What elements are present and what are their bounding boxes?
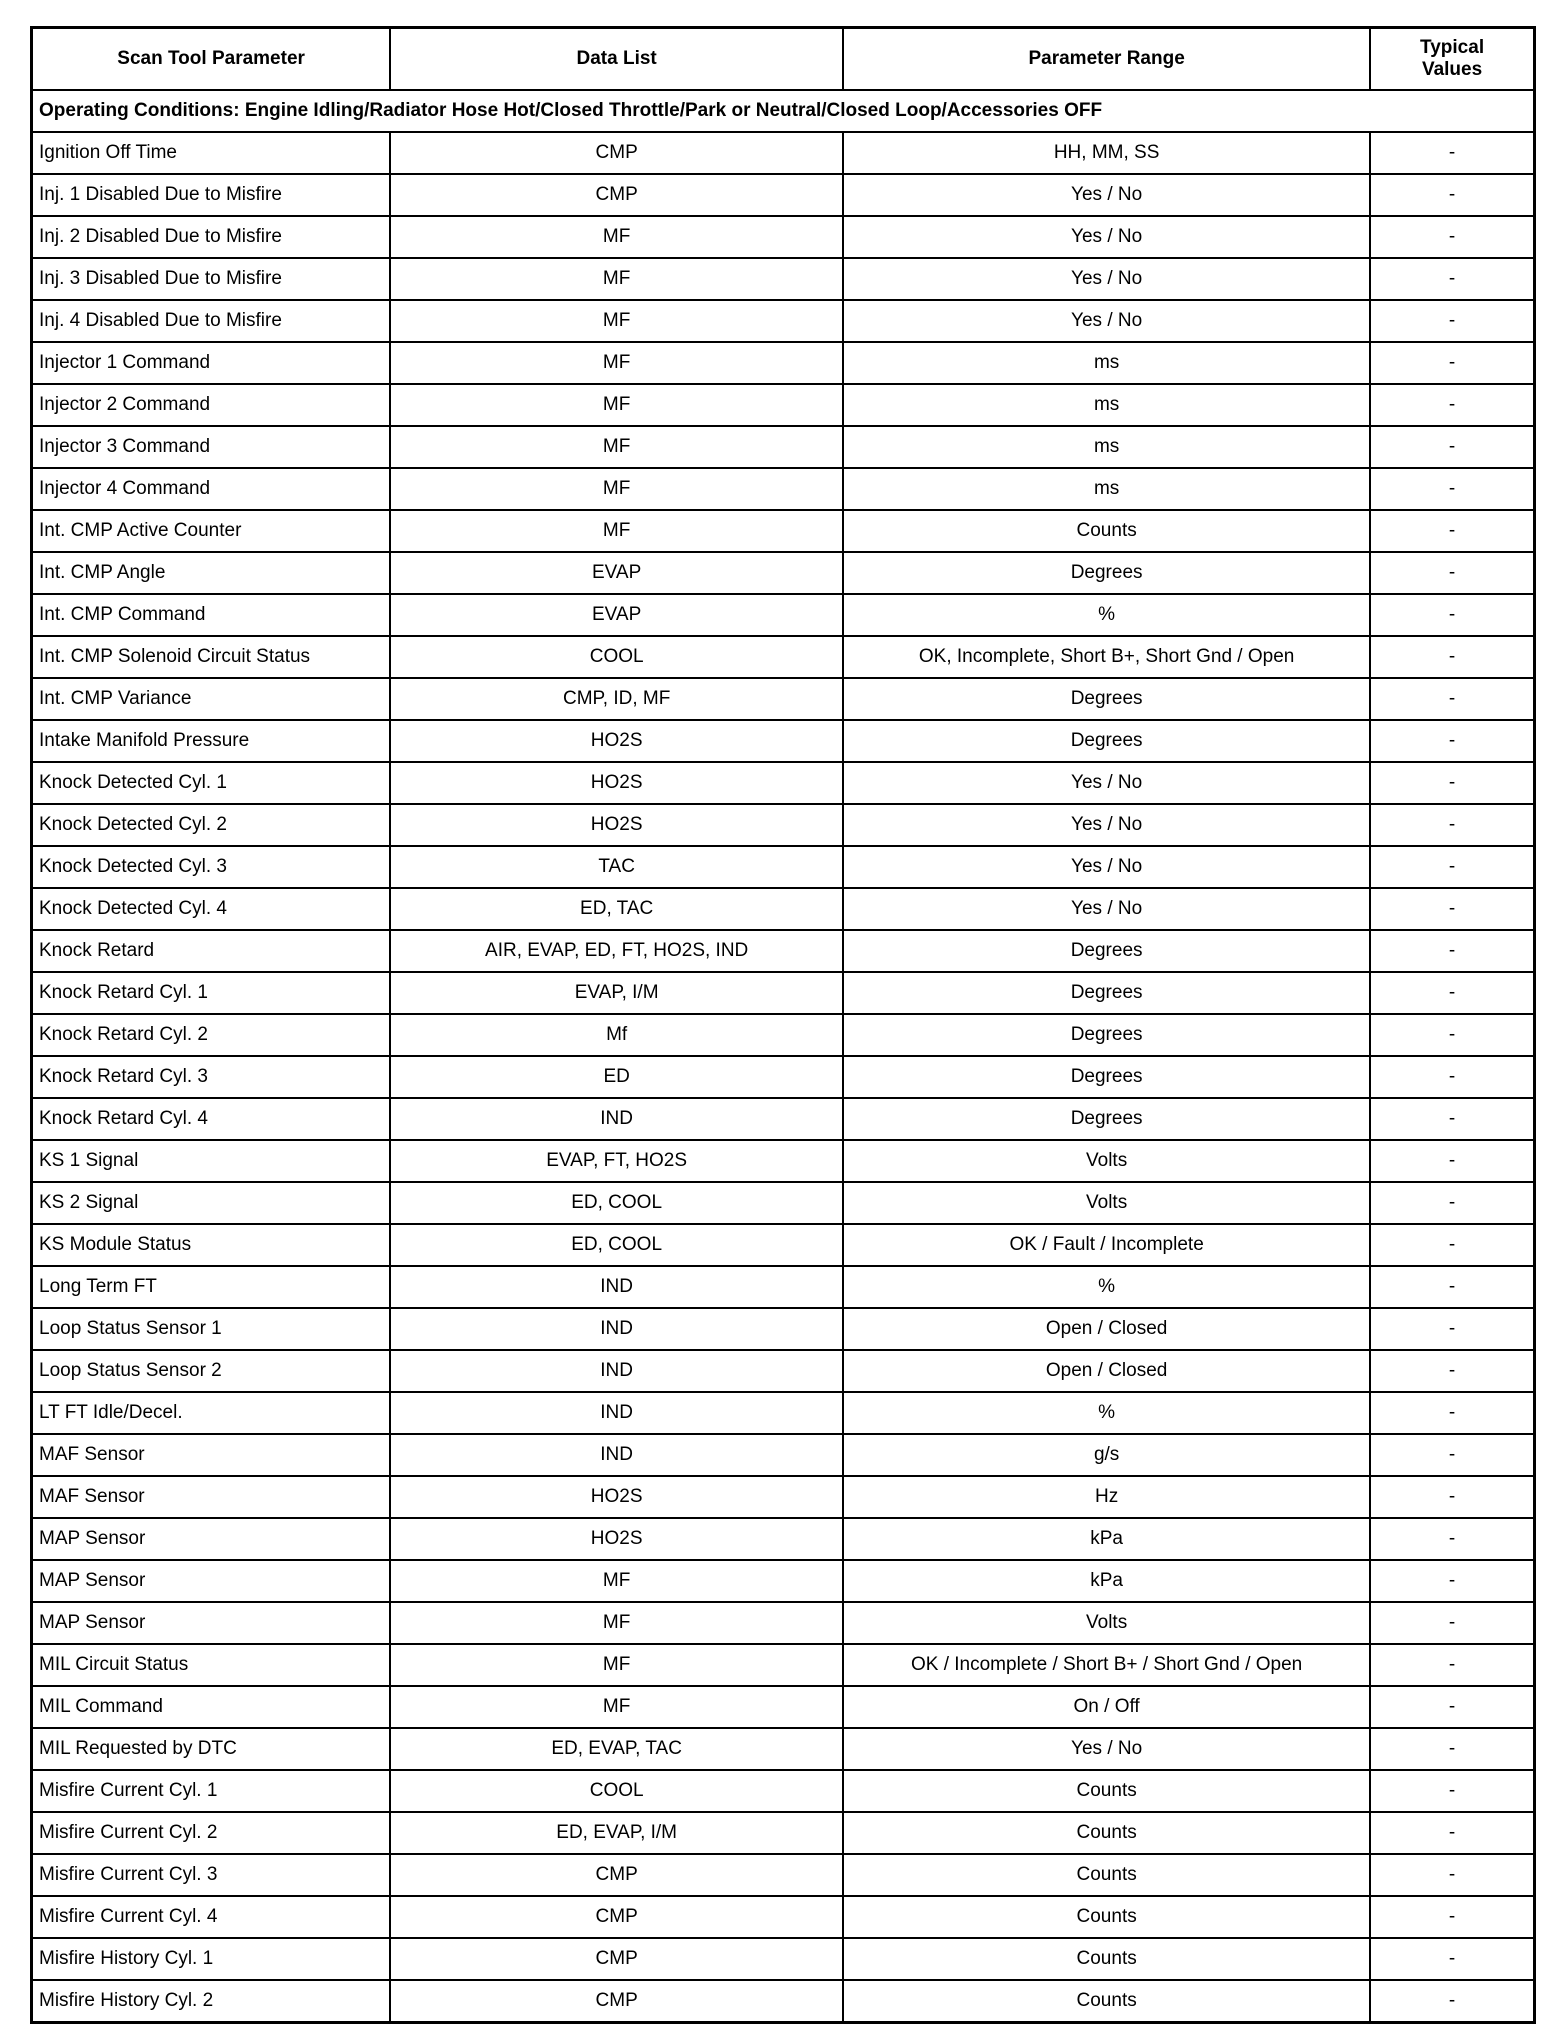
data-list-cell: CMP, ID, MF — [390, 678, 843, 720]
range-cell: Degrees — [843, 678, 1370, 720]
typical-value-cell: - — [1370, 846, 1534, 888]
header-typical-values — [1370, 28, 1534, 91]
table-row — [32, 1098, 1535, 1140]
typical-value-cell: - — [1370, 1350, 1534, 1392]
typical-value-cell: - — [1370, 1854, 1534, 1896]
data-list-cell: COOL — [390, 1770, 843, 1812]
typical-value-cell: - — [1370, 1392, 1534, 1434]
parameter-cell: Knock Retard Cyl. 1 — [32, 972, 391, 1014]
typical-value-cell: - — [1370, 216, 1534, 258]
data-list-cell: MF — [390, 384, 843, 426]
typical-value-cell: - — [1370, 636, 1534, 678]
range-cell: Counts — [843, 1812, 1370, 1854]
header-data-list: Data List — [390, 28, 843, 91]
table-row — [32, 510, 1535, 552]
parameter-cell: Knock Detected Cyl. 3 — [32, 846, 391, 888]
typical-value-cell: - — [1370, 426, 1534, 468]
parameter-cell: MIL Requested by DTC — [32, 1728, 391, 1770]
range-cell: Degrees — [843, 972, 1370, 1014]
table-row — [32, 1560, 1535, 1602]
table-row — [32, 1728, 1535, 1770]
parameter-cell: Int. CMP Active Counter — [32, 510, 391, 552]
range-cell: ms — [843, 468, 1370, 510]
data-list-cell: EVAP, FT, HO2S — [390, 1140, 843, 1182]
scan-tool-parameter-table — [30, 26, 1536, 2024]
table-row — [32, 1350, 1535, 1392]
typical-value-cell: - — [1370, 1938, 1534, 1980]
typical-value-cell: - — [1370, 300, 1534, 342]
range-cell: kPa — [843, 1560, 1370, 1602]
parameter-cell: Injector 3 Command — [32, 426, 391, 468]
parameter-cell: Int. CMP Variance — [32, 678, 391, 720]
parameter-cell: Knock Retard Cyl. 4 — [32, 1098, 391, 1140]
parameter-cell: Inj. 4 Disabled Due to Misfire — [32, 300, 391, 342]
table-row — [32, 930, 1535, 972]
data-list-cell: HO2S — [390, 1518, 843, 1560]
table-row — [32, 1224, 1535, 1266]
typical-value-cell: - — [1370, 1980, 1534, 2023]
table-row — [32, 258, 1535, 300]
table-row — [32, 1602, 1535, 1644]
typical-value-cell: - — [1370, 678, 1534, 720]
table-row — [32, 888, 1535, 930]
parameter-cell: Misfire Current Cyl. 4 — [32, 1896, 391, 1938]
table-row — [32, 132, 1535, 174]
parameter-cell: Misfire History Cyl. 1 — [32, 1938, 391, 1980]
parameter-cell: Knock Detected Cyl. 2 — [32, 804, 391, 846]
parameter-cell: Inj. 2 Disabled Due to Misfire — [32, 216, 391, 258]
table-row — [32, 1476, 1535, 1518]
range-cell: ms — [843, 342, 1370, 384]
parameter-cell: Loop Status Sensor 2 — [32, 1350, 391, 1392]
data-list-cell: AIR, EVAP, ED, FT, HO2S, IND — [390, 930, 843, 972]
range-cell: Yes / No — [843, 762, 1370, 804]
parameter-cell: KS Module Status — [32, 1224, 391, 1266]
data-list-cell: CMP — [390, 174, 843, 216]
range-cell: Yes / No — [843, 846, 1370, 888]
table-row — [32, 1938, 1535, 1980]
range-cell: OK / Fault / Incomplete — [843, 1224, 1370, 1266]
parameter-cell: Knock Retard Cyl. 3 — [32, 1056, 391, 1098]
range-cell: OK, Incomplete, Short B+, Short Gnd / Open — [843, 636, 1370, 678]
range-cell: On / Off — [843, 1686, 1370, 1728]
parameter-cell: Misfire Current Cyl. 2 — [32, 1812, 391, 1854]
range-cell: Open / Closed — [843, 1308, 1370, 1350]
data-list-cell: ED, EVAP, I/M — [390, 1812, 843, 1854]
parameter-cell: MAF Sensor — [32, 1434, 391, 1476]
table-row — [32, 762, 1535, 804]
data-list-cell: MF — [390, 468, 843, 510]
range-cell: Counts — [843, 1770, 1370, 1812]
range-cell: Volts — [843, 1602, 1370, 1644]
data-list-cell: ED, COOL — [390, 1182, 843, 1224]
parameter-cell: Int. CMP Solenoid Circuit Status — [32, 636, 391, 678]
typical-value-cell: - — [1370, 804, 1534, 846]
data-list-cell: MF — [390, 510, 843, 552]
range-cell: Degrees — [843, 1056, 1370, 1098]
header-typical-values-text: Typical Values — [1420, 37, 1485, 80]
data-list-cell: HO2S — [390, 804, 843, 846]
range-cell: Counts — [843, 1938, 1370, 1980]
table-row — [32, 1434, 1535, 1476]
parameter-cell: MAF Sensor — [32, 1476, 391, 1518]
typical-value-cell: - — [1370, 552, 1534, 594]
parameter-cell: Injector 1 Command — [32, 342, 391, 384]
parameter-cell: Long Term FT — [32, 1266, 391, 1308]
range-cell: OK / Incomplete / Short B+ / Short Gnd / Open — [843, 1644, 1370, 1686]
typical-value-cell: - — [1370, 1896, 1534, 1938]
header-row — [32, 28, 1535, 91]
data-list-cell: HO2S — [390, 1476, 843, 1518]
range-cell: Counts — [843, 1896, 1370, 1938]
parameter-cell: MAP Sensor — [32, 1602, 391, 1644]
parameter-cell: KS 1 Signal — [32, 1140, 391, 1182]
range-cell: ms — [843, 384, 1370, 426]
data-list-cell: IND — [390, 1308, 843, 1350]
typical-value-cell: - — [1370, 1812, 1534, 1854]
typical-value-cell: - — [1370, 1098, 1534, 1140]
range-cell: ms — [843, 426, 1370, 468]
data-list-cell: IND — [390, 1098, 843, 1140]
typical-value-cell: - — [1370, 1602, 1534, 1644]
data-list-cell: CMP — [390, 132, 843, 174]
range-cell: Yes / No — [843, 300, 1370, 342]
range-cell: HH, MM, SS — [843, 132, 1370, 174]
range-cell: Degrees — [843, 930, 1370, 972]
table-row — [32, 846, 1535, 888]
range-cell: Yes / No — [843, 888, 1370, 930]
range-cell: Hz — [843, 1476, 1370, 1518]
typical-value-cell: - — [1370, 1224, 1534, 1266]
data-list-cell: CMP — [390, 1896, 843, 1938]
range-cell: kPa — [843, 1518, 1370, 1560]
parameter-cell: Knock Detected Cyl. 4 — [32, 888, 391, 930]
table-row — [32, 1140, 1535, 1182]
data-list-cell: COOL — [390, 636, 843, 678]
typical-value-cell: - — [1370, 174, 1534, 216]
typical-value-cell: - — [1370, 1014, 1534, 1056]
parameter-cell: Knock Retard Cyl. 2 — [32, 1014, 391, 1056]
parameter-cell: KS 2 Signal — [32, 1182, 391, 1224]
range-cell: Volts — [843, 1140, 1370, 1182]
typical-value-cell: - — [1370, 1056, 1534, 1098]
range-cell: Yes / No — [843, 1728, 1370, 1770]
typical-value-cell: - — [1370, 132, 1534, 174]
parameter-cell: Misfire Current Cyl. 1 — [32, 1770, 391, 1812]
data-list-cell: MF — [390, 1602, 843, 1644]
range-cell: % — [843, 1392, 1370, 1434]
data-list-cell: MF — [390, 258, 843, 300]
parameter-cell: Int. CMP Angle — [32, 552, 391, 594]
range-cell: Degrees — [843, 552, 1370, 594]
typical-value-cell: - — [1370, 468, 1534, 510]
data-list-cell: MF — [390, 1560, 843, 1602]
table-row — [32, 1056, 1535, 1098]
operating-conditions-row — [32, 90, 1535, 132]
parameter-cell: MAP Sensor — [32, 1518, 391, 1560]
parameter-cell: MAP Sensor — [32, 1560, 391, 1602]
range-cell: Volts — [843, 1182, 1370, 1224]
typical-value-cell: - — [1370, 888, 1534, 930]
table-row — [32, 1812, 1535, 1854]
data-list-cell: ED — [390, 1056, 843, 1098]
parameter-cell: Injector 4 Command — [32, 468, 391, 510]
table-body — [32, 90, 1535, 2023]
range-cell: Open / Closed — [843, 1350, 1370, 1392]
parameter-cell: Intake Manifold Pressure — [32, 720, 391, 762]
data-list-cell: EVAP, I/M — [390, 972, 843, 1014]
typical-value-cell: - — [1370, 384, 1534, 426]
table-row — [32, 426, 1535, 468]
data-list-cell: IND — [390, 1434, 843, 1476]
table-row — [32, 1014, 1535, 1056]
data-list-cell: MF — [390, 426, 843, 468]
parameter-cell: MIL Circuit Status — [32, 1644, 391, 1686]
parameter-cell: Loop Status Sensor 1 — [32, 1308, 391, 1350]
typical-value-cell: - — [1370, 720, 1534, 762]
range-cell: Counts — [843, 1854, 1370, 1896]
table-row — [32, 1518, 1535, 1560]
parameter-cell: Misfire History Cyl. 2 — [32, 1980, 391, 2023]
range-cell: g/s — [843, 1434, 1370, 1476]
parameter-cell: Knock Retard — [32, 930, 391, 972]
parameter-cell: Injector 2 Command — [32, 384, 391, 426]
parameter-cell: Int. CMP Command — [32, 594, 391, 636]
table-row — [32, 1896, 1535, 1938]
table-header — [32, 28, 1535, 91]
range-cell: Yes / No — [843, 258, 1370, 300]
typical-value-cell: - — [1370, 1140, 1534, 1182]
table-row — [32, 678, 1535, 720]
table-row — [32, 804, 1535, 846]
typical-value-cell: - — [1370, 1560, 1534, 1602]
typical-value-cell: - — [1370, 1266, 1534, 1308]
parameter-cell: Inj. 1 Disabled Due to Misfire — [32, 174, 391, 216]
table-row — [32, 720, 1535, 762]
typical-value-cell: - — [1370, 1476, 1534, 1518]
data-list-cell: ED, COOL — [390, 1224, 843, 1266]
typical-value-cell: - — [1370, 930, 1534, 972]
data-list-cell: MF — [390, 342, 843, 384]
range-cell: Degrees — [843, 1014, 1370, 1056]
data-list-cell: HO2S — [390, 762, 843, 804]
data-list-cell: EVAP — [390, 594, 843, 636]
table-row — [32, 636, 1535, 678]
range-cell: Counts — [843, 510, 1370, 552]
range-cell: Yes / No — [843, 216, 1370, 258]
range-cell: % — [843, 1266, 1370, 1308]
table-row — [32, 1266, 1535, 1308]
table-row — [32, 216, 1535, 258]
table-row — [32, 174, 1535, 216]
data-list-cell: CMP — [390, 1854, 843, 1896]
typical-value-cell: - — [1370, 1770, 1534, 1812]
data-list-cell: EVAP — [390, 552, 843, 594]
table-row — [32, 1980, 1535, 2023]
typical-value-cell: - — [1370, 1434, 1534, 1476]
table-row — [32, 594, 1535, 636]
operating-conditions-text: Operating Conditions: Engine Idling/Radiator Hose Hot/Closed Throttle/Park or Neutral/Closed Loop/Accessories OFF — [32, 90, 1535, 132]
range-cell: % — [843, 594, 1370, 636]
typical-value-cell: - — [1370, 1686, 1534, 1728]
range-cell: Degrees — [843, 720, 1370, 762]
table-row — [32, 300, 1535, 342]
range-cell: Counts — [843, 1980, 1370, 2023]
typical-value-cell: - — [1370, 1182, 1534, 1224]
typical-value-cell: - — [1370, 1644, 1534, 1686]
table-row — [32, 468, 1535, 510]
parameter-cell: LT FT Idle/Decel. — [32, 1392, 391, 1434]
typical-value-cell: - — [1370, 1728, 1534, 1770]
data-list-cell: ED, TAC — [390, 888, 843, 930]
data-list-cell: Mf — [390, 1014, 843, 1056]
data-list-cell: MF — [390, 216, 843, 258]
table-row — [32, 1644, 1535, 1686]
table-row — [32, 384, 1535, 426]
data-list-cell: MF — [390, 1644, 843, 1686]
typical-value-cell: - — [1370, 1518, 1534, 1560]
table-row — [32, 972, 1535, 1014]
table-row — [32, 552, 1535, 594]
parameter-cell: Misfire Current Cyl. 3 — [32, 1854, 391, 1896]
table-row — [32, 1392, 1535, 1434]
range-cell: Yes / No — [843, 804, 1370, 846]
data-list-cell: IND — [390, 1266, 843, 1308]
parameter-cell: MIL Command — [32, 1686, 391, 1728]
data-list-cell: ED, EVAP, TAC — [390, 1728, 843, 1770]
parameter-cell: Ignition Off Time — [32, 132, 391, 174]
data-list-cell: TAC — [390, 846, 843, 888]
typical-value-cell: - — [1370, 1308, 1534, 1350]
header-scan-tool-parameter: Scan Tool Parameter — [32, 28, 391, 91]
table-row — [32, 1182, 1535, 1224]
typical-value-cell: - — [1370, 762, 1534, 804]
header-parameter-range: Parameter Range — [843, 28, 1370, 91]
table-row — [32, 1770, 1535, 1812]
data-list-cell: MF — [390, 1686, 843, 1728]
typical-value-cell: - — [1370, 972, 1534, 1014]
typical-value-cell: - — [1370, 258, 1534, 300]
data-list-cell: HO2S — [390, 720, 843, 762]
range-cell: Degrees — [843, 1098, 1370, 1140]
data-list-cell: MF — [390, 300, 843, 342]
parameter-cell: Inj. 3 Disabled Due to Misfire — [32, 258, 391, 300]
data-list-cell: IND — [390, 1350, 843, 1392]
data-list-cell: CMP — [390, 1938, 843, 1980]
table-row — [32, 342, 1535, 384]
range-cell: Yes / No — [843, 174, 1370, 216]
typical-value-cell: - — [1370, 342, 1534, 384]
data-list-cell: IND — [390, 1392, 843, 1434]
data-list-cell: CMP — [390, 1980, 843, 2023]
table-row — [32, 1854, 1535, 1896]
typical-value-cell: - — [1370, 510, 1534, 552]
table-row — [32, 1686, 1535, 1728]
table-row — [32, 1308, 1535, 1350]
typical-value-cell: - — [1370, 594, 1534, 636]
parameter-cell: Knock Detected Cyl. 1 — [32, 762, 391, 804]
